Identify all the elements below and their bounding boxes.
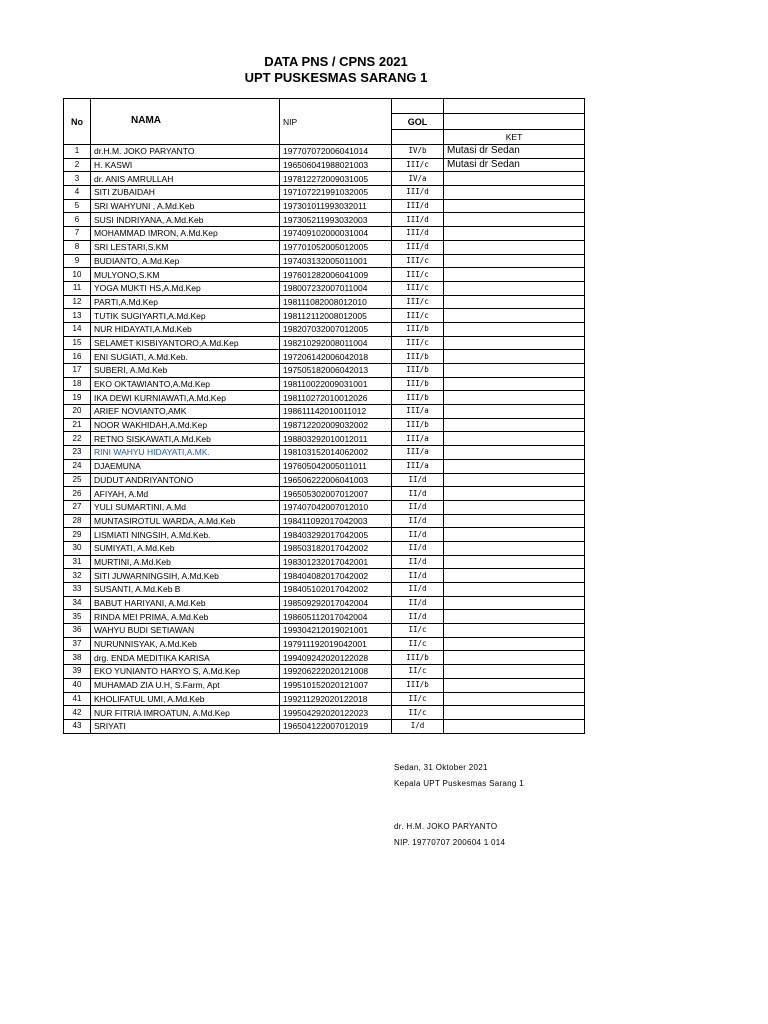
cell-gol: II/d xyxy=(392,583,444,597)
cell-gol: II/d xyxy=(392,473,444,487)
cell-nama: YOGA MUKTI HS,A.Md.Kep xyxy=(91,281,280,295)
cell-no: 24 xyxy=(64,459,91,473)
cell-ket xyxy=(444,295,585,309)
cell-nama: MUNTASIROTUL WARDA, A.Md.Keb xyxy=(91,514,280,528)
cell-ket xyxy=(444,199,585,213)
cell-gol: IV/a xyxy=(392,172,444,186)
cell-nip: 196506041988021003 xyxy=(280,158,392,172)
cell-ket xyxy=(444,213,585,227)
cell-ket xyxy=(444,364,585,378)
cell-gol: I/d xyxy=(392,719,444,733)
header-no: No xyxy=(64,99,91,145)
cell-nama: NOOR WAKHIDAH,A.Md.Kep xyxy=(91,418,280,432)
cell-nip: 198503182017042002 xyxy=(280,541,392,555)
cell-nip: 198605112017042004 xyxy=(280,610,392,624)
cell-nip: 198110272010012026 xyxy=(280,391,392,405)
cell-nama: SELAMET KISBIYANTORO,A.Md.Kep xyxy=(91,336,280,350)
cell-ket xyxy=(444,473,585,487)
cell-gol: III/d xyxy=(392,227,444,241)
cell-nip: 198210292008011004 xyxy=(280,336,392,350)
cell-nama: RINDA MEI PRIMA, A.Md.Keb xyxy=(91,610,280,624)
cell-nip: 199211292020122018 xyxy=(280,692,392,706)
table-row xyxy=(64,459,585,473)
cell-no: 31 xyxy=(64,555,91,569)
cell-gol: III/c xyxy=(392,281,444,295)
cell-nama: RETNO SISKAWATI,A.Md.Keb xyxy=(91,432,280,446)
cell-gol: II/d xyxy=(392,596,444,610)
cell-nama: BUDIANTO, A.Md.Kep xyxy=(91,254,280,268)
cell-ket xyxy=(444,569,585,583)
table-row xyxy=(64,637,585,651)
cell-nama: SRI LESTARI,S.KM xyxy=(91,240,280,254)
cell-ket xyxy=(444,254,585,268)
cell-nip: 196504122007012019 xyxy=(280,719,392,733)
table-row xyxy=(64,158,585,172)
cell-gol: II/d xyxy=(392,555,444,569)
cell-gol: II/d xyxy=(392,500,444,514)
cell-ket xyxy=(444,719,585,733)
cell-gol: III/a xyxy=(392,405,444,419)
table-row xyxy=(64,528,585,542)
table-row xyxy=(64,405,585,419)
cell-ket xyxy=(444,418,585,432)
cell-no: 38 xyxy=(64,651,91,665)
cell-nama: TUTIK SUGIYARTI,A.Md.Kep xyxy=(91,309,280,323)
cell-ket xyxy=(444,665,585,679)
table-row xyxy=(64,213,585,227)
cell-gol: III/b xyxy=(392,391,444,405)
cell-nip: 197107221991032005 xyxy=(280,186,392,200)
cell-nama: dr.H.M. JOKO PARYANTO xyxy=(91,145,280,159)
cell-no: 18 xyxy=(64,377,91,391)
cell-ket xyxy=(444,432,585,446)
cell-ket xyxy=(444,651,585,665)
cell-ket xyxy=(444,377,585,391)
cell-no: 37 xyxy=(64,637,91,651)
cell-nama: NUR HIDAYATI,A.Md.Keb xyxy=(91,322,280,336)
cell-nip: 198111082008012010 xyxy=(280,295,392,309)
cell-gol: II/d xyxy=(392,514,444,528)
cell-nama: AFIYAH, A.Md xyxy=(91,487,280,501)
cell-nama: NUR FITRIA IMROATUN, A.Md.Kep xyxy=(91,706,280,720)
cell-gol: III/b xyxy=(392,322,444,336)
cell-no: 39 xyxy=(64,665,91,679)
table-row xyxy=(64,678,585,692)
cell-no: 8 xyxy=(64,240,91,254)
cell-nama: RINI WAHYU HIDAYATI,A.MK. xyxy=(91,446,280,460)
cell-gol: III/b xyxy=(392,377,444,391)
table-row xyxy=(64,186,585,200)
cell-no: 17 xyxy=(64,364,91,378)
table-row xyxy=(64,364,585,378)
cell-nama: SUSI INDRIYANA, A.Md.Keb xyxy=(91,213,280,227)
cell-no: 30 xyxy=(64,541,91,555)
cell-no: 32 xyxy=(64,569,91,583)
cell-nip: 198110022009031001 xyxy=(280,377,392,391)
table-row xyxy=(64,268,585,282)
cell-nama: DJAEMUNA xyxy=(91,459,280,473)
cell-gol: III/b xyxy=(392,651,444,665)
cell-ket xyxy=(444,281,585,295)
cell-nama: EKO OKTAWIANTO,A.Md.Kep xyxy=(91,377,280,391)
cell-ket xyxy=(444,692,585,706)
header-gol: GOL xyxy=(392,114,444,130)
cell-ket: Mutasi dr Sedan xyxy=(444,145,585,159)
table-row xyxy=(64,295,585,309)
cell-ket xyxy=(444,678,585,692)
cell-ket xyxy=(444,459,585,473)
cell-no: 2 xyxy=(64,158,91,172)
cell-no: 28 xyxy=(64,514,91,528)
cell-ket xyxy=(444,336,585,350)
table-row xyxy=(64,473,585,487)
table-row xyxy=(64,651,585,665)
cell-nip: 199504292020122023 xyxy=(280,706,392,720)
cell-nip: 199206222020121008 xyxy=(280,665,392,679)
cell-nama: KHOLIFATUL UMI, A.Md.Keb xyxy=(91,692,280,706)
cell-gol: III/c xyxy=(392,309,444,323)
cell-ket xyxy=(444,268,585,282)
cell-no: 1 xyxy=(64,145,91,159)
cell-gol: II/c xyxy=(392,706,444,720)
table-row xyxy=(64,610,585,624)
cell-gol: II/d xyxy=(392,487,444,501)
cell-no: 10 xyxy=(64,268,91,282)
table-row xyxy=(64,432,585,446)
cell-nip: 197403132005011001 xyxy=(280,254,392,268)
table-row xyxy=(64,487,585,501)
cell-nama: PARTI,A.Md.Kep xyxy=(91,295,280,309)
cell-ket xyxy=(444,405,585,419)
cell-nip: 196506222006041003 xyxy=(280,473,392,487)
cell-gol: III/c xyxy=(392,254,444,268)
cell-no: 16 xyxy=(64,350,91,364)
signature-name: dr. H.M. JOKO PARYANTO xyxy=(394,822,498,831)
table-row xyxy=(64,596,585,610)
cell-ket xyxy=(444,583,585,597)
cell-ket xyxy=(444,240,585,254)
cell-ket: Mutasi dr Sedan xyxy=(444,158,585,172)
table-row xyxy=(64,514,585,528)
cell-nip: 198611142010011012 xyxy=(280,405,392,419)
cell-nip: 197301011993032011 xyxy=(280,199,392,213)
cell-gol: III/b xyxy=(392,350,444,364)
table-row xyxy=(64,446,585,460)
cell-ket xyxy=(444,227,585,241)
table-row xyxy=(64,719,585,733)
cell-nip: 197305211993032003 xyxy=(280,213,392,227)
cell-gol: II/c xyxy=(392,692,444,706)
table-row xyxy=(64,541,585,555)
cell-no: 35 xyxy=(64,610,91,624)
cell-no: 43 xyxy=(64,719,91,733)
cell-nip: 198411092017042003 xyxy=(280,514,392,528)
cell-nama: MURTINI, A.Md.Keb xyxy=(91,555,280,569)
header-nama: NAMA xyxy=(91,99,280,145)
pns-table xyxy=(63,98,585,734)
table-row xyxy=(64,145,585,159)
cell-no: 9 xyxy=(64,254,91,268)
cell-ket xyxy=(444,514,585,528)
cell-nama: SITI ZUBAIDAH xyxy=(91,186,280,200)
cell-ket xyxy=(444,555,585,569)
table-row xyxy=(64,172,585,186)
cell-nama: MULYONO,S.KM xyxy=(91,268,280,282)
cell-nip: 197206142006042018 xyxy=(280,350,392,364)
cell-gol: III/c xyxy=(392,295,444,309)
cell-nama: SUBERI, A.Md.Keb xyxy=(91,364,280,378)
header-nip: NIP xyxy=(280,99,392,145)
cell-ket xyxy=(444,624,585,638)
cell-ket xyxy=(444,186,585,200)
cell-nip: 197601282006041009 xyxy=(280,268,392,282)
cell-nip: 196505302007012007 xyxy=(280,487,392,501)
cell-no: 14 xyxy=(64,322,91,336)
cell-no: 19 xyxy=(64,391,91,405)
cell-gol: III/d xyxy=(392,240,444,254)
signature-place-date: Sedan, 31 Oktober 2021 xyxy=(394,763,488,772)
cell-nip: 197605042005011011 xyxy=(280,459,392,473)
cell-nama: WAHYU BUDI SETIAWAN xyxy=(91,624,280,638)
cell-no: 29 xyxy=(64,528,91,542)
cell-gol: III/d xyxy=(392,199,444,213)
cell-nip: 198103152014062002 xyxy=(280,446,392,460)
cell-nama: YULI SUMARTINI, A.Md xyxy=(91,500,280,514)
cell-no: 11 xyxy=(64,281,91,295)
cell-nip: 198301232017042001 xyxy=(280,555,392,569)
cell-gol: III/a xyxy=(392,432,444,446)
cell-nama: MUHAMAD ZIA U.H, S.Farm, Apt xyxy=(91,678,280,692)
cell-gol: III/d xyxy=(392,213,444,227)
cell-nama: SRI WAHYUNI , A.Md.Keb xyxy=(91,199,280,213)
table-row xyxy=(64,391,585,405)
cell-nama: SUMIYATI, A.Md.Keb xyxy=(91,541,280,555)
cell-ket xyxy=(444,350,585,364)
document-subtitle: UPT PUSKESMAS SARANG 1 xyxy=(244,70,428,85)
table-row xyxy=(64,240,585,254)
cell-ket xyxy=(444,541,585,555)
table-row xyxy=(64,569,585,583)
header-ket: KET xyxy=(444,130,585,145)
cell-no: 13 xyxy=(64,309,91,323)
cell-nama: LISMIATI NINGSIH, A.Md.Keb. xyxy=(91,528,280,542)
cell-no: 3 xyxy=(64,172,91,186)
cell-ket xyxy=(444,706,585,720)
cell-ket xyxy=(444,610,585,624)
cell-no: 42 xyxy=(64,706,91,720)
cell-no: 25 xyxy=(64,473,91,487)
table-row xyxy=(64,500,585,514)
cell-nama: MOHAMMAD IMRON, A.Md.Kep xyxy=(91,227,280,241)
document-title: DATA PNS / CPNS 2021 xyxy=(264,54,408,69)
table-row xyxy=(64,227,585,241)
cell-ket xyxy=(444,446,585,460)
table-row xyxy=(64,254,585,268)
cell-no: 15 xyxy=(64,336,91,350)
cell-gol: II/c xyxy=(392,624,444,638)
table-row xyxy=(64,377,585,391)
cell-ket xyxy=(444,596,585,610)
cell-ket xyxy=(444,637,585,651)
cell-nip: 198405102017042002 xyxy=(280,583,392,597)
cell-nip: 197407042007012010 xyxy=(280,500,392,514)
table-row xyxy=(64,665,585,679)
cell-nama: ARIEF NOVIANTO,AMK xyxy=(91,405,280,419)
cell-no: 20 xyxy=(64,405,91,419)
cell-no: 7 xyxy=(64,227,91,241)
cell-nip: 197707072006041014 xyxy=(280,145,392,159)
cell-nip: 197701052005012005 xyxy=(280,240,392,254)
cell-gol: II/d xyxy=(392,541,444,555)
cell-nama: BABUT HARIYANI, A.Md.Keb xyxy=(91,596,280,610)
cell-no: 12 xyxy=(64,295,91,309)
cell-nip: 198509292017042004 xyxy=(280,596,392,610)
cell-gol: III/a xyxy=(392,459,444,473)
table-row xyxy=(64,418,585,432)
cell-nama: NURUNNISYAK, A.Md.Keb xyxy=(91,637,280,651)
table-row xyxy=(64,281,585,295)
table-row xyxy=(64,350,585,364)
cell-gol: III/c xyxy=(392,336,444,350)
cell-gol: II/c xyxy=(392,637,444,651)
cell-nama: EKO YUNIANTO HARYO S, A.Md.Kep xyxy=(91,665,280,679)
cell-nip: 197505182006042013 xyxy=(280,364,392,378)
cell-gol: III/c xyxy=(392,268,444,282)
cell-no: 22 xyxy=(64,432,91,446)
cell-gol: II/d xyxy=(392,569,444,583)
cell-gol: IV/b xyxy=(392,145,444,159)
cell-nama: DUDUT ANDRIYANTONO xyxy=(91,473,280,487)
cell-no: 6 xyxy=(64,213,91,227)
table-row xyxy=(64,199,585,213)
cell-nama: SUSANTI, A.Md.Keb B xyxy=(91,583,280,597)
table-row xyxy=(64,555,585,569)
cell-nip: 197812272009031005 xyxy=(280,172,392,186)
cell-nip: 198712202009032002 xyxy=(280,418,392,432)
cell-nip: 198007232007011004 xyxy=(280,281,392,295)
cell-nip: 198803292010012011 xyxy=(280,432,392,446)
cell-gol: II/c xyxy=(392,665,444,679)
cell-no: 34 xyxy=(64,596,91,610)
cell-no: 41 xyxy=(64,692,91,706)
cell-no: 27 xyxy=(64,500,91,514)
cell-no: 40 xyxy=(64,678,91,692)
cell-no: 33 xyxy=(64,583,91,597)
cell-nip: 197911192019042001 xyxy=(280,637,392,651)
cell-no: 21 xyxy=(64,418,91,432)
cell-gol: III/a xyxy=(392,446,444,460)
cell-nama: H. KASWI xyxy=(91,158,280,172)
cell-no: 4 xyxy=(64,186,91,200)
cell-no: 5 xyxy=(64,199,91,213)
cell-gol: II/d xyxy=(392,528,444,542)
cell-nama: ENI SUGIATI, A.Md.Keb. xyxy=(91,350,280,364)
cell-gol: III/b xyxy=(392,364,444,378)
signature-nip: NIP. 19770707 200604 1 014 xyxy=(394,838,506,847)
cell-nip: 198404082017042002 xyxy=(280,569,392,583)
cell-ket xyxy=(444,309,585,323)
cell-gol: III/b xyxy=(392,418,444,432)
table-row xyxy=(64,706,585,720)
cell-nip: 199510152020121007 xyxy=(280,678,392,692)
cell-nama: SITI JUWARNINGSIH, A.Md.Keb xyxy=(91,569,280,583)
signature-position: Kepala UPT Puskesmas Sarang 1 xyxy=(394,779,524,788)
cell-nip: 199409242020122028 xyxy=(280,651,392,665)
cell-nip: 198403292017042005 xyxy=(280,528,392,542)
cell-ket xyxy=(444,172,585,186)
cell-ket xyxy=(444,391,585,405)
cell-nip: 197409102000031004 xyxy=(280,227,392,241)
cell-ket xyxy=(444,487,585,501)
table-row xyxy=(64,309,585,323)
cell-nip: 198112112008012005 xyxy=(280,309,392,323)
cell-no: 23 xyxy=(64,446,91,460)
cell-gol: III/c xyxy=(392,158,444,172)
table-row xyxy=(64,322,585,336)
table-row xyxy=(64,692,585,706)
cell-gol: II/d xyxy=(392,610,444,624)
cell-nama: IKA DEWI KURNIAWATI,A.Md.Kep xyxy=(91,391,280,405)
cell-nip: 199304212019021001 xyxy=(280,624,392,638)
cell-no: 26 xyxy=(64,487,91,501)
cell-ket xyxy=(444,528,585,542)
cell-nama: dr. ANIS AMRULLAH xyxy=(91,172,280,186)
cell-no: 36 xyxy=(64,624,91,638)
cell-nama: SRIYATI xyxy=(91,719,280,733)
cell-gol: III/b xyxy=(392,678,444,692)
table-row xyxy=(64,336,585,350)
cell-gol: III/d xyxy=(392,186,444,200)
cell-ket xyxy=(444,500,585,514)
cell-ket xyxy=(444,322,585,336)
cell-nip: 198207032007012005 xyxy=(280,322,392,336)
table-row xyxy=(64,624,585,638)
cell-nama: drg. ENDA MEDITIKA KARISA xyxy=(91,651,280,665)
table-row xyxy=(64,583,585,597)
